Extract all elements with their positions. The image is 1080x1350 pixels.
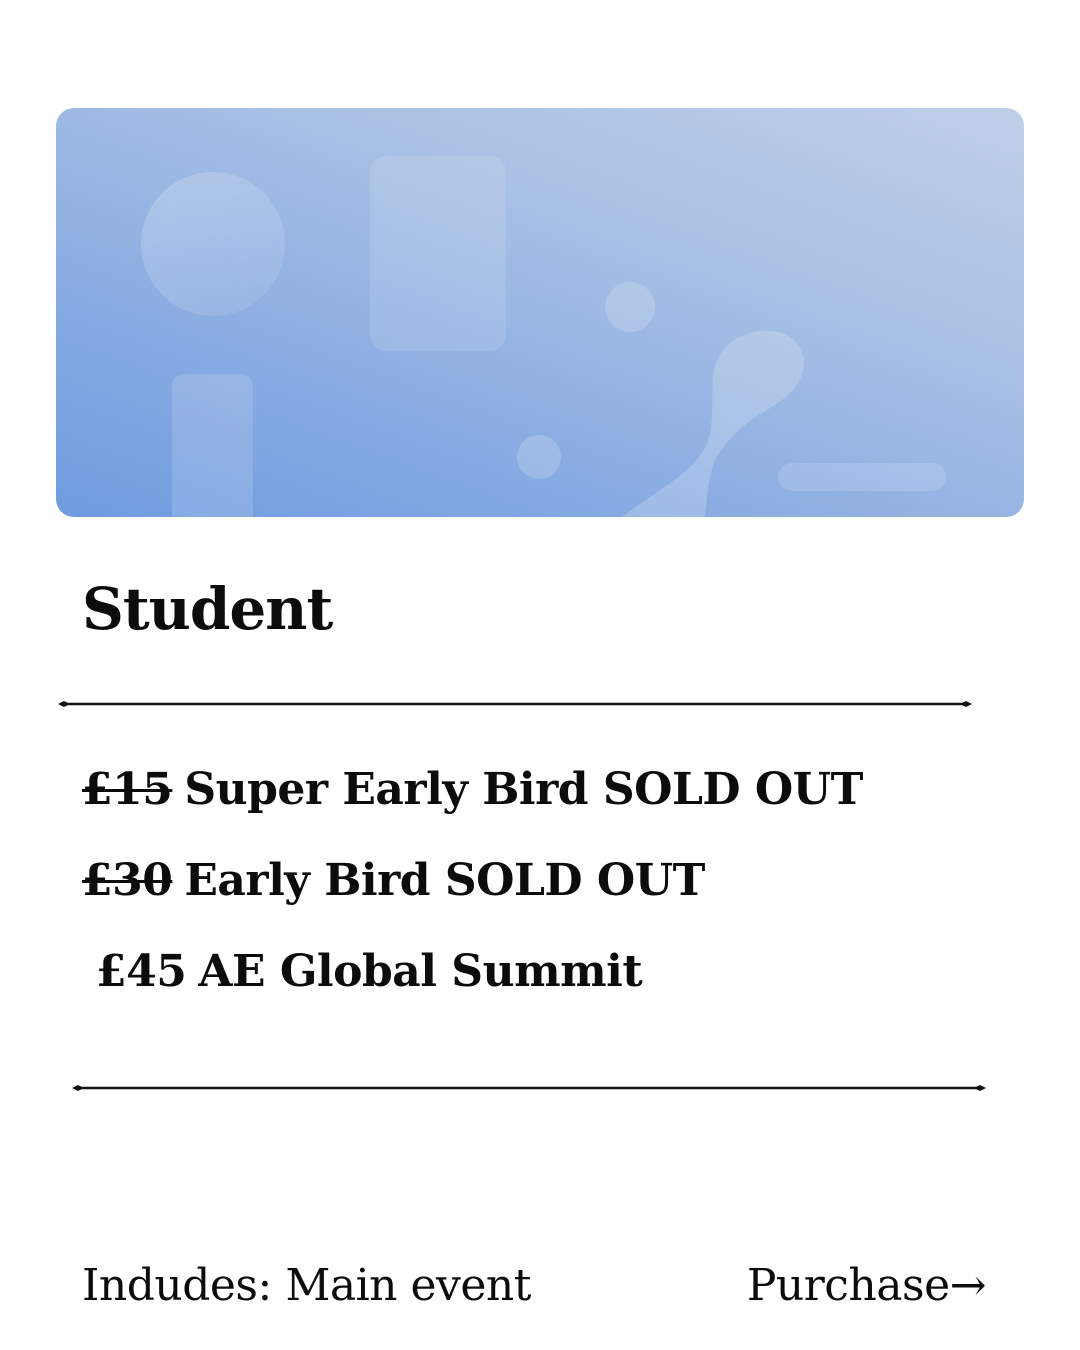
price-tier-super-early-bird [82, 762, 863, 853]
blob-shape [622, 331, 804, 517]
tier-label: Early Bird SOLD OUT [184, 855, 705, 906]
divider [58, 697, 972, 711]
rounded-rect-shape [370, 156, 506, 351]
tier-price: £45 [96, 946, 187, 997]
purchase-link[interactable] [747, 1258, 986, 1314]
price-tier-global-summit [82, 944, 863, 1035]
tier-label: AE Global Summit [198, 946, 643, 997]
small-circle-shape [605, 282, 655, 332]
purchase-label: Purchase [746, 1260, 950, 1311]
hero-banner [56, 108, 1024, 517]
price-tier-early-bird [82, 853, 863, 944]
bar-shape [778, 463, 946, 491]
circle-shape [141, 172, 285, 316]
abstract-shapes-illustration [56, 108, 1024, 517]
arrow-right-icon: → [949, 1260, 986, 1311]
divider [72, 1081, 986, 1095]
dot-shape [517, 435, 561, 479]
tier-label: Super Early Bird SOLD OUT [184, 764, 863, 815]
pillar-shape [172, 374, 253, 517]
ticket-title: Student [82, 575, 333, 643]
price-tier-list [82, 762, 863, 1035]
tier-price: £15 [82, 764, 173, 815]
includes-text: Indudes: Main event [82, 1260, 531, 1311]
tier-price: £30 [82, 855, 173, 906]
